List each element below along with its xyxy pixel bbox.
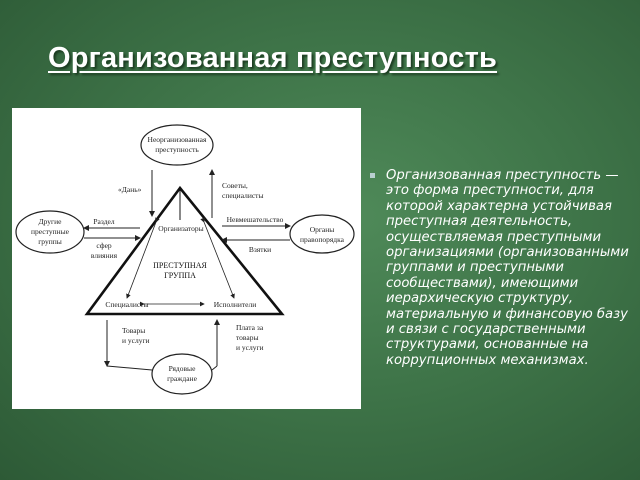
center-label-2: ГРУППА bbox=[164, 271, 196, 280]
top-ellipse-label-1: Неорганизованная bbox=[147, 135, 207, 144]
organizers-label: Организаторы bbox=[158, 224, 204, 233]
non-interference-label: Невмешательство bbox=[226, 215, 284, 224]
right-ellipse-label-2: правопорядка bbox=[300, 235, 344, 244]
slide-title: Организованная преступность bbox=[48, 42, 498, 74]
advice-label-1: Советы, bbox=[222, 181, 248, 190]
bottom-ellipse-label-1: Рядовые bbox=[168, 364, 196, 373]
division-label-3: влияния bbox=[90, 251, 118, 260]
division-label-1: Раздел bbox=[93, 217, 115, 226]
right-ellipse-label-1: Органы bbox=[309, 225, 335, 234]
left-ellipse-label-1: Другие bbox=[38, 217, 62, 226]
top-ellipse-label-2: преступность bbox=[155, 145, 199, 154]
crime-structure-diagram bbox=[12, 108, 361, 409]
bottom-ellipse-label-2: граждане bbox=[167, 374, 197, 383]
payment-label-2: товары bbox=[236, 333, 259, 342]
executors-label: Исполнители bbox=[213, 300, 257, 309]
bribes-label: Взятки bbox=[248, 245, 272, 254]
center-label-1: ПРЕСТУПНАЯ bbox=[153, 261, 207, 270]
goods-services-label-1: Товары bbox=[122, 326, 146, 335]
division-label-2: сфер bbox=[96, 241, 112, 250]
specialists-label: Специалисты bbox=[105, 300, 149, 309]
definition-text-block bbox=[370, 168, 636, 368]
definition-paragraph: Организованная преступность — это форма преступности, для которой характерна устойчивая преступная деятельность, осуществляемая преступными организациями (организованными группами и преступными сообществами), имеющими иерархическую структуру, материальную и финансовую базу и связи с государственными структурами, основанные на коррупционных механизмах. bbox=[386, 168, 629, 368]
left-ellipse-label-2: преступные bbox=[31, 227, 69, 236]
goods-services-label-2: и услуги bbox=[122, 336, 150, 345]
right-ellipse bbox=[290, 215, 354, 253]
payment-label-3: и услуги bbox=[236, 343, 264, 352]
payment-label-1: Плата за bbox=[236, 323, 264, 332]
dan-label: «Дань» bbox=[118, 185, 142, 194]
left-ellipse-label-3: группы bbox=[38, 237, 62, 246]
diagram-panel bbox=[12, 108, 361, 409]
advice-label-2: специалисты bbox=[222, 191, 264, 200]
bullet-marker bbox=[370, 173, 375, 178]
